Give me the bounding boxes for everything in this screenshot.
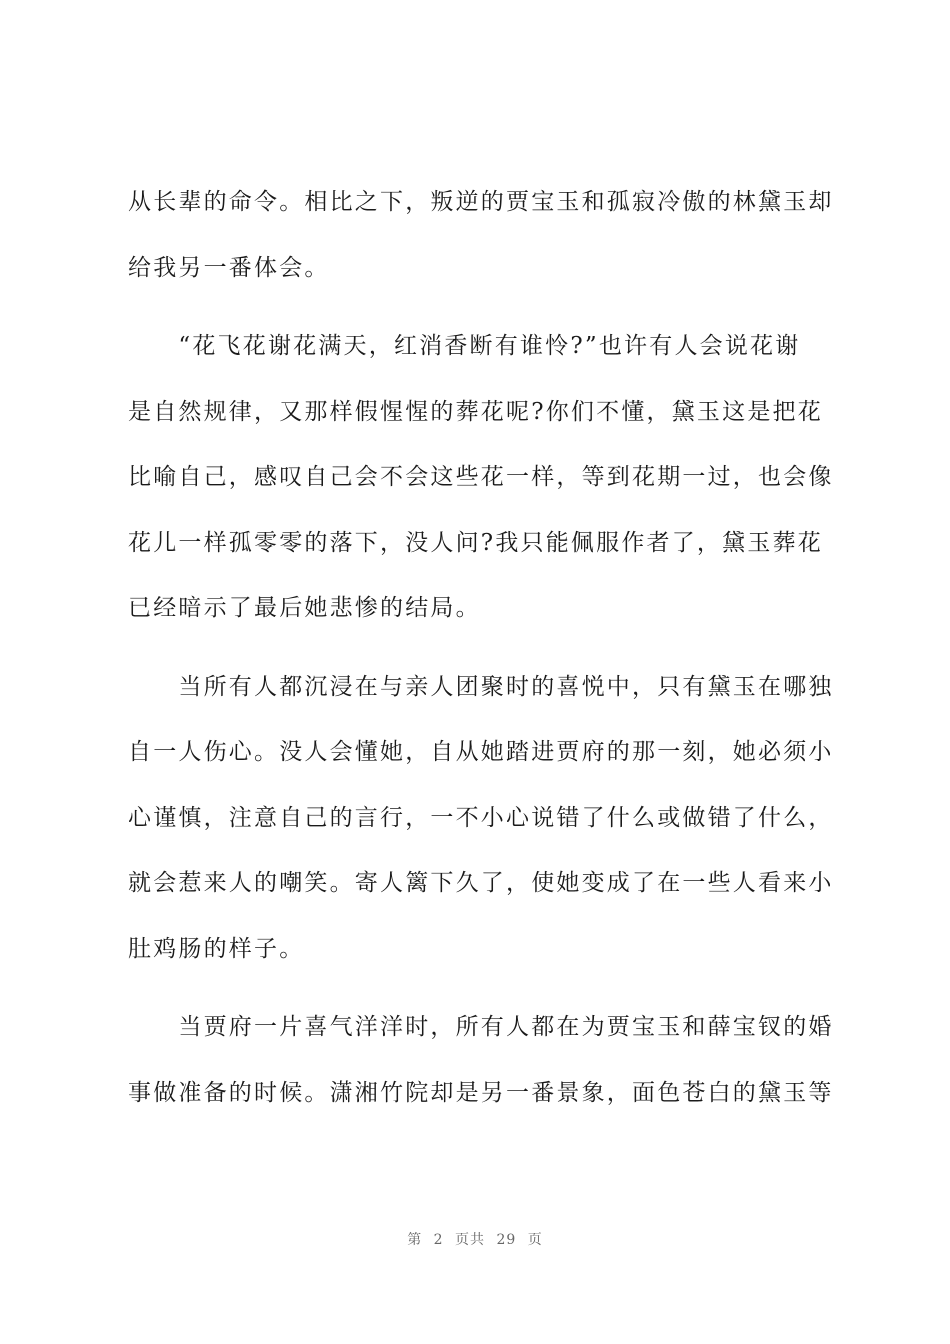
- text-line: 自一人伤心。没人会懂她，自从她踏进贾府的那一刻，她必须小: [128, 739, 834, 765]
- text-line: 肚鸡肠的样子。: [128, 935, 305, 962]
- text-line: 心谨慎，注意自己的言行，一不小心说错了什么或做错了什么，: [128, 804, 834, 831]
- text-line: 就会惹来人的嘲笑。寄人篱下久了，使她变成了在一些人看来小: [128, 870, 834, 896]
- paragraph-3: [128, 655, 840, 983]
- text-line: 已经暗示了最后她悲惨的结局。: [128, 595, 481, 621]
- text-line: 当所有人都沉浸在与亲人团聚时的喜悦中，只有黛玉在哪独: [128, 673, 834, 700]
- text-line: 事做准备的时候。潇湘竹院却是另一番景象，面色苍白的黛玉等: [128, 1079, 834, 1106]
- paragraph-4: [128, 995, 840, 1126]
- text-line: “花飞花谢花满天，红消香断有谁怜?”也许有人会说花谢: [128, 333, 801, 359]
- text-line: 从长辈的命令。相比之下，叛逆的贾宝玉和孤寂冷傲的林黛玉却: [128, 189, 834, 215]
- text-line: 当贾府一片喜气洋洋时，所有人都在为贾宝玉和薛宝钗的婚: [128, 1014, 834, 1040]
- paragraph-2: [128, 314, 840, 642]
- paragraph-1: [128, 170, 840, 301]
- text-line: 比喻自己，感叹自己会不会这些花一样，等到花期一过，也会像: [128, 464, 834, 490]
- text-line: 给我另一番体会。: [128, 254, 330, 281]
- body-text: [128, 170, 840, 1126]
- page-number-footer: 第 2 页共 29 页: [407, 1232, 543, 1248]
- text-line: 花儿一样孤零零的落下，没人问?我只能佩服作者了，黛玉葬花: [128, 529, 823, 556]
- text-line: 是自然规律，又那样假惺惺的葬花呢?你们不懂，黛玉这是把花: [128, 398, 823, 425]
